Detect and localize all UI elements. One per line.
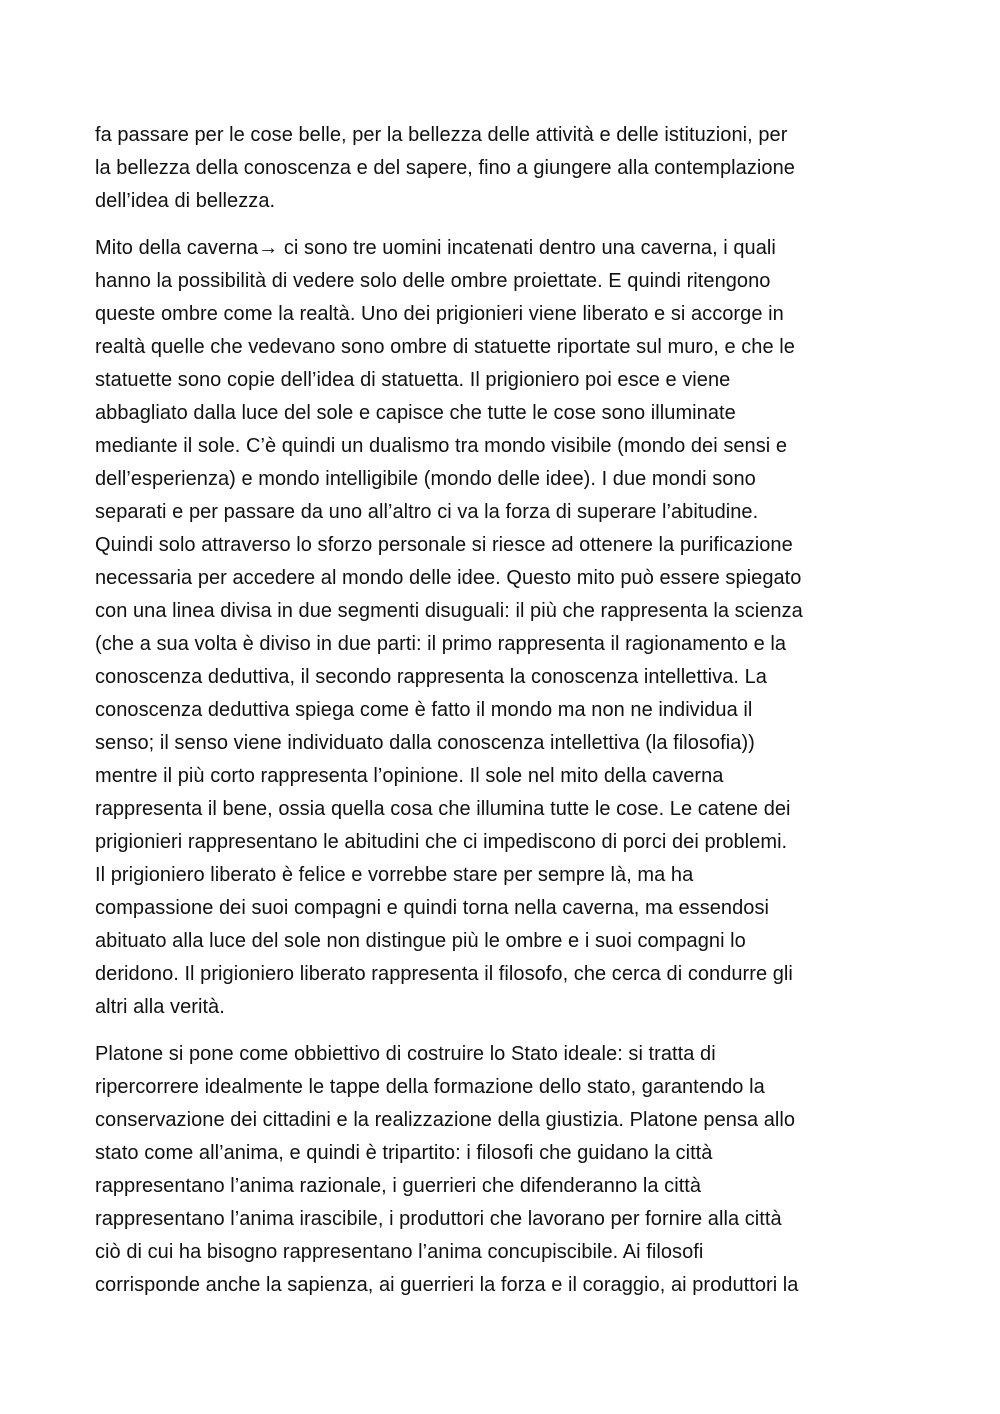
text-line: Quindi solo attraverso lo sforzo personale si riesce ad ottenere la purificazione [95, 534, 793, 556]
text-line: ciò di cui ha bisogno rappresentano l’anima concupiscibile. Ai filosofi [95, 1241, 704, 1263]
text-line: senso; il senso viene individuato dalla conoscenza intellettiva (la filosofia)) [95, 732, 755, 754]
paragraph [95, 1038, 907, 1302]
text-line: prigionieri rappresentano le abitudini che ci impediscono di porci dei problemi. [95, 831, 788, 853]
text-line: mentre il più corto rappresenta l’opinione. Il sole nel mito della caverna [95, 765, 724, 787]
text-line: (che a sua volta è diviso in due parti: il primo rappresenta il ragionamento e la [95, 633, 787, 655]
text-line: altri alla verità. [95, 996, 225, 1018]
text-line: separati e per passare da uno all’altro ci va la forza di superare l’abitudine. [95, 501, 759, 523]
text-line: mediante il sole. C’è quindi un dualismo tra mondo visibile (mondo dei sensi e [95, 435, 788, 457]
text-line: queste ombre come la realtà. Uno dei prigionieri viene liberato e si accorge in [95, 303, 784, 325]
text-line: abbagliato dalla luce del sole e capisce che tutte le cose sono illuminate [95, 402, 736, 424]
text-line: corrisponde anche la sapienza, ai guerrieri la forza e il coraggio, ai produttori la [95, 1274, 799, 1296]
text-line: fa passare per le cose belle, per la bellezza delle attività e delle istituzioni, per [95, 124, 788, 146]
text-line: conservazione dei cittadini e la realizzazione della giustizia. Platone pensa allo [95, 1109, 796, 1131]
text-line: statuette sono copie dell’idea di statuetta. Il prigioniero poi esce e viene [95, 369, 731, 391]
text-line: Il prigioniero liberato è felice e vorrebbe stare per sempre là, ma ha [95, 864, 694, 886]
text-line: necessaria per accedere al mondo delle idee. Questo mito può essere spiegato [95, 567, 802, 589]
text-line: Platone si pone come obbiettivo di costruire lo Stato ideale: si tratta di [95, 1043, 716, 1065]
text-line: Mito della caverna→ ci sono tre uomini incatenati dentro una caverna, i quali [95, 237, 776, 259]
text-line: deridono. Il prigioniero liberato rappresenta il filosofo, che cerca di condurre gli [95, 963, 793, 985]
text-line: dell’esperienza) e mondo intelligibile (mondo delle idee). I due mondi sono [95, 468, 756, 490]
text-line: hanno la possibilità di vedere solo delle ombre proiettate. E quindi ritengono [95, 270, 771, 292]
text-line: la bellezza della conoscenza e del sapere, fino a giungere alla contemplazione [95, 157, 795, 179]
text-line: conoscenza deduttiva spiega come è fatto il mondo ma non ne individua il [95, 699, 753, 721]
text-line: realtà quelle che vedevano sono ombre di statuette riportate sul muro, e che le [95, 336, 795, 358]
text-line: dell’idea di bellezza. [95, 190, 276, 212]
text-line: rappresentano l’anima irascibile, i produttori che lavorano per fornire alla città [95, 1208, 782, 1230]
text-line: abituato alla luce del sole non distingue più le ombre e i suoi compagni lo [95, 930, 746, 952]
paragraph [95, 232, 907, 1024]
text-line: ripercorrere idealmente le tappe della formazione dello stato, garantendo la [95, 1076, 765, 1098]
text-line: rappresentano l’anima razionale, i guerrieri che difenderanno la città [95, 1175, 702, 1197]
text-line: con una linea divisa in due segmenti disuguali: il più che rappresenta la scienza [95, 600, 803, 622]
text-line: stato come all’anima, e quindi è tripartito: i filosofi che guidano la città [95, 1142, 713, 1164]
text-line: conoscenza deduttiva, il secondo rappresenta la conoscenza intellettiva. La [95, 666, 767, 688]
paragraph [95, 119, 907, 218]
text-line: rappresenta il bene, ossia quella cosa che illumina tutte le cose. Le catene dei [95, 798, 791, 820]
document-body [95, 119, 907, 1316]
text-line: compassione dei suoi compagni e quindi torna nella caverna, ma essendosi [95, 897, 769, 919]
